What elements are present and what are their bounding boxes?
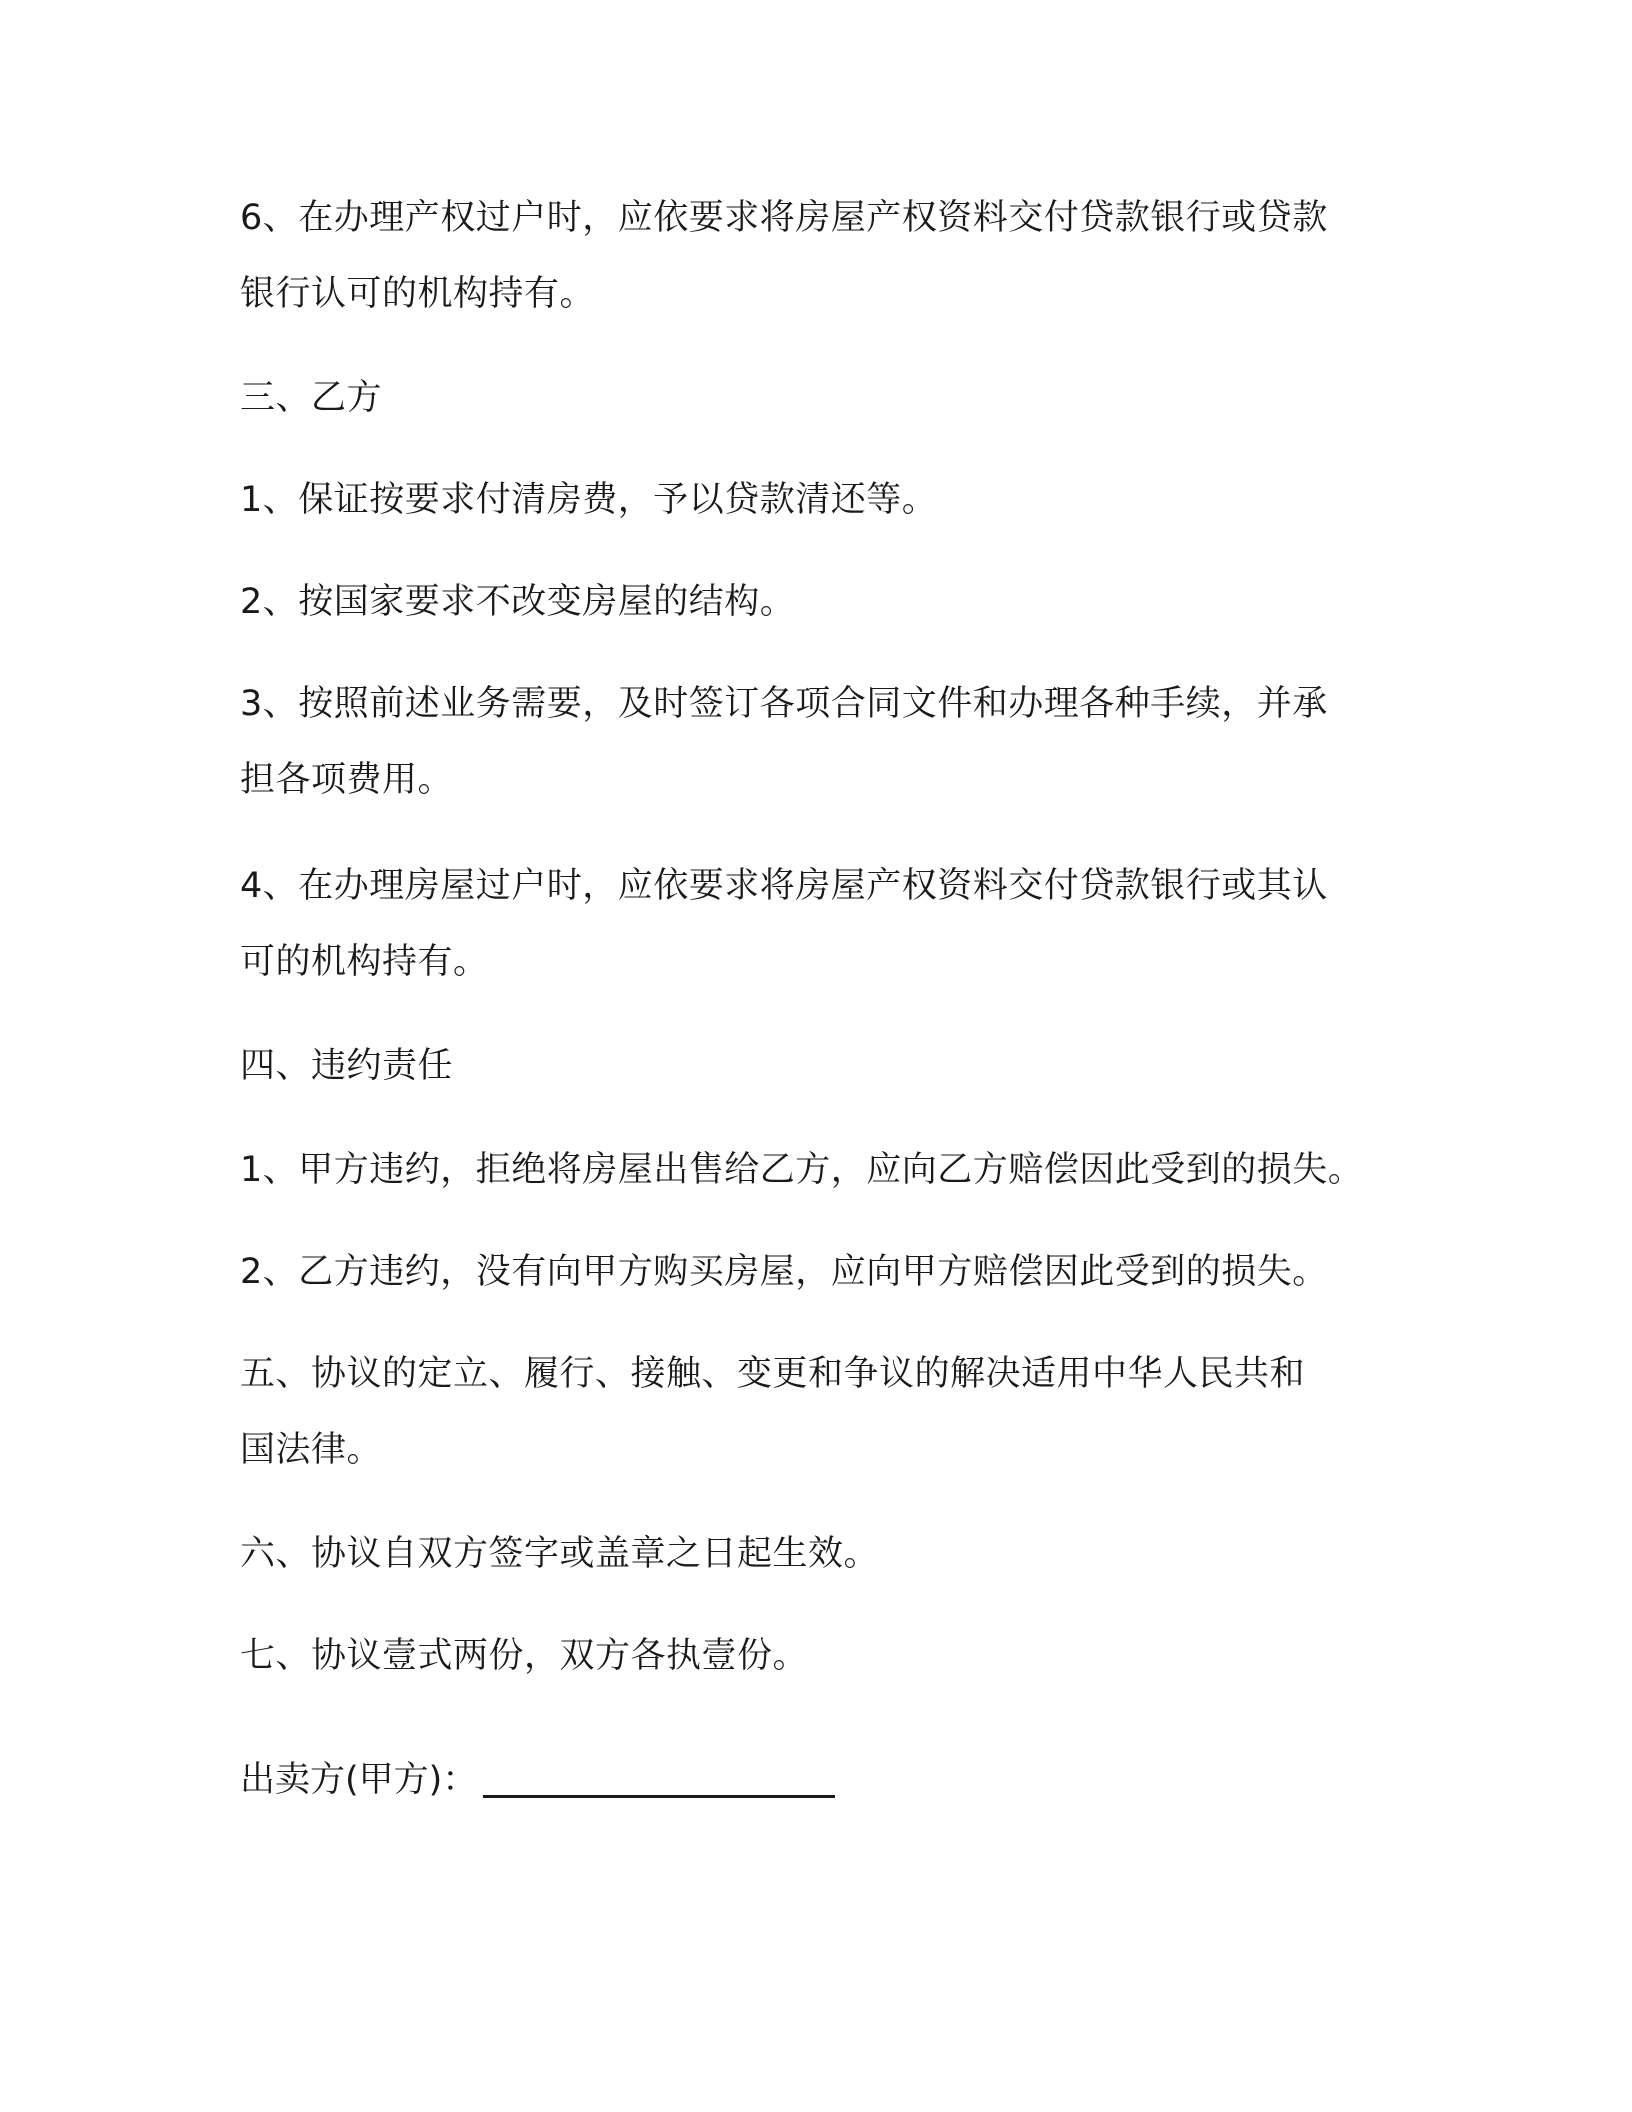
clause-line: 1、保证按要求付清房费，予以贷款清还等。 [240, 480, 938, 520]
clause-line: 银行认可的机构持有。 [240, 274, 596, 314]
clause-line: 五、协议的定立、履行、接触、变更和争议的解决适用中华人民共和 [240, 1354, 1306, 1394]
clause-line: 六、协议自双方签字或盖章之日起生效。 [240, 1534, 880, 1574]
seller-signature-label: 出卖方(甲方)： [240, 1760, 478, 1800]
clause-line: 2、按国家要求不改变房屋的结构。 [240, 582, 796, 622]
section-heading: 四、违约责任 [240, 1046, 454, 1086]
clause-line: 1、甲方违约，拒绝将房屋出售给乙方，应向乙方赔偿因此受到的损失。 [240, 1150, 1364, 1190]
seller-signature-blank [483, 1761, 835, 1798]
seller-signature-row [240, 1758, 835, 1802]
clause-line: 七、协议壹式两份，双方各执壹份。 [240, 1636, 809, 1676]
section-heading: 三、乙方 [240, 378, 383, 418]
clause-line: 6、在办理产权过户时，应依要求将房屋产权资料交付贷款银行或贷款 [240, 198, 1328, 238]
clause-line: 2、乙方违约，没有向甲方购买房屋，应向甲方赔偿因此受到的损失。 [240, 1252, 1328, 1292]
clause-line: 担各项费用。 [240, 760, 454, 800]
clause-line: 可的机构持有。 [240, 942, 489, 982]
clause-line: 国法律。 [240, 1430, 383, 1470]
clause-line: 3、按照前述业务需要，及时签订各项合同文件和办理各种手续，并承 [240, 684, 1328, 724]
clause-line: 4、在办理房屋过户时，应依要求将房屋产权资料交付贷款银行或其认 [240, 866, 1328, 906]
